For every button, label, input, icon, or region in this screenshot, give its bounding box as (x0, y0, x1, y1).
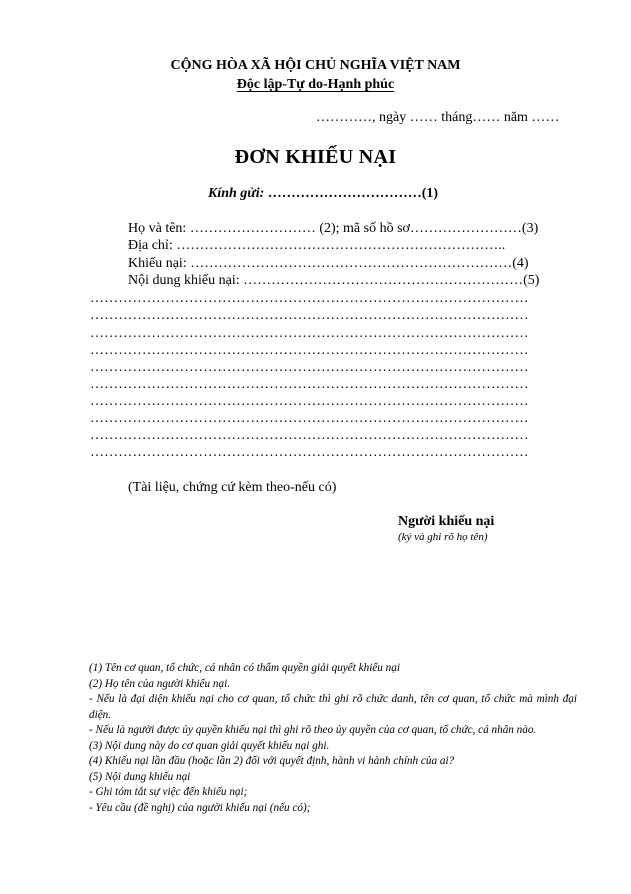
content-line: ………………………………………………………………………………… (90, 428, 529, 443)
footnote: - Yêu cầu (đề nghị) của người khiếu nại (nếu có); (89, 801, 311, 814)
footnote: (3) Nội dung này do cơ quan giải quyết khiếu nại ghi. (89, 739, 330, 752)
footnote: (5) Nội dung khiếu nại (89, 770, 191, 783)
field-address: Địa chỉ: …………………………………………………………….. (128, 238, 506, 253)
content-line: ………………………………………………………………………………… (90, 360, 529, 375)
content-line: ………………………………………………………………………………… (90, 308, 529, 323)
recipient-line (208, 186, 438, 202)
footnote: - Nếu là người được ủy quyền khiếu nại thì ghi rõ theo ủy quyền của cơ quan, tổ chức, cá nhân nào. (89, 724, 537, 736)
footnote: - Ghi tóm tắt sự việc đến khiếu nại; (89, 786, 248, 798)
motto-text: Độc lập-Tự do-Hạnh phúc (236, 77, 395, 92)
content-line: ………………………………………………………………………………… (90, 291, 529, 306)
content-line: ………………………………………………………………………………… (90, 411, 529, 426)
date-line: …………, ngày …… tháng…… năm …… (316, 110, 560, 125)
footnote: (1) Tên cơ quan, tổ chức, cá nhân có thẩm quyền giải quyết khiếu nại (89, 662, 400, 674)
content-line: ………………………………………………………………………………… (90, 326, 529, 341)
footnote: (4) Khiếu nại lần đầu (hoặc lần 2) đối với quyết định, hành vi hành chính của ai? (89, 755, 455, 767)
content-line: ………………………………………………………………………………… (90, 343, 529, 358)
content-line: ………………………………………………………………………………… (90, 445, 529, 460)
footnotes (89, 661, 577, 816)
recipient-label: Kính gửi: (208, 186, 265, 201)
content-line: ………………………………………………………………………………… (90, 394, 529, 409)
national-header: CỘNG HÒA XÃ HỘI CHỦ NGHĨA VIỆT NAM (170, 58, 461, 73)
document-title: ĐƠN KHIẾU NẠI (234, 146, 397, 168)
footnote: - Nếu là đại diện khiếu nại cho cơ quan, tổ chức thì ghi rõ chức danh, tên cơ quan, tổ chức mà mình đại diện. (89, 693, 577, 721)
content-line: ………………………………………………………………………………… (90, 377, 529, 392)
field-complaint-content: Nội dung khiếu nại: ……………………………………………………(5) (128, 273, 540, 288)
signer-title: Người khiếu nại (398, 514, 495, 529)
footnote: (2) Họ tên của người khiếu nại. (89, 677, 231, 690)
signature-instruction: (ký và ghi rõ họ tên) (398, 531, 488, 543)
field-complaint: Khiếu nại: ……………………………………………………………(4) (128, 256, 529, 271)
national-motto (0, 77, 631, 93)
recipient-blank: ……………………………(1) (264, 186, 439, 201)
attachments-note: (Tài liệu, chứng cứ kèm theo-nếu có) (128, 480, 337, 495)
field-full-name: Họ và tên: ……………………… (2); mã số hồ sơ……………………(3) (128, 221, 539, 236)
